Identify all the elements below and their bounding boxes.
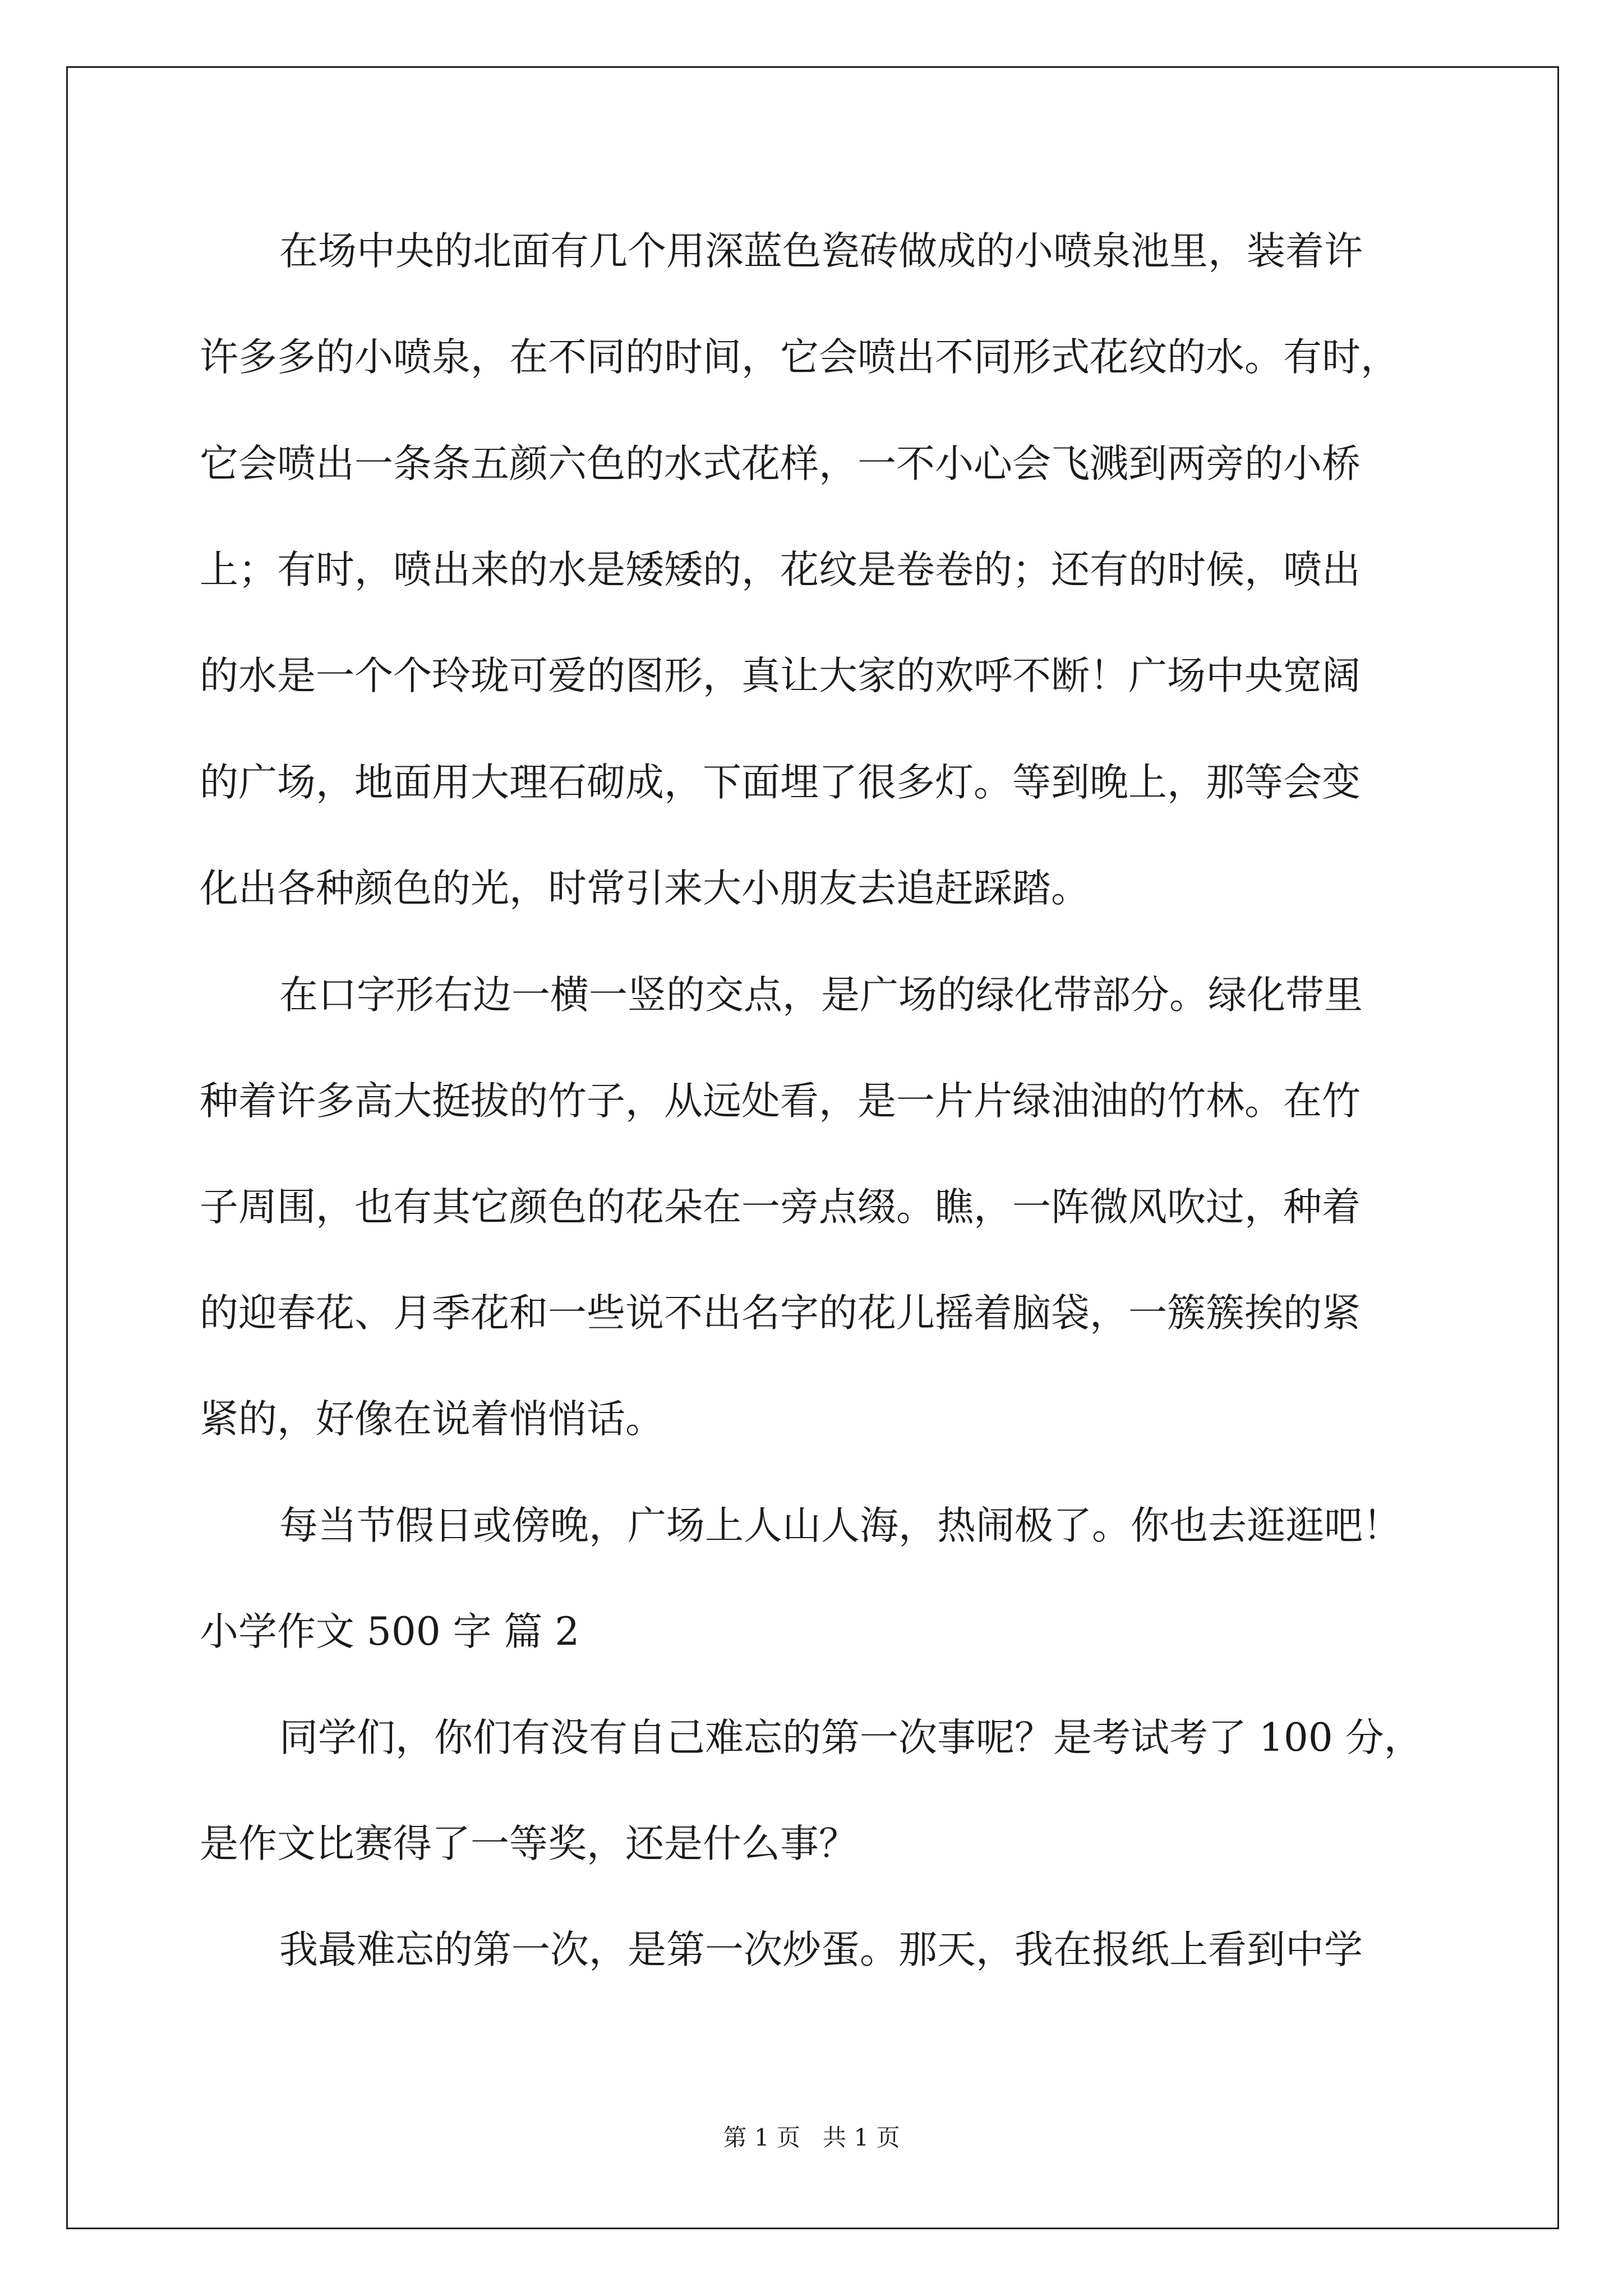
- paragraph-2-line-5: 紧的，好像在说着悄悄话。: [200, 1397, 664, 1442]
- paragraph-1-line-4: 上；有时，喷出来的水是矮矮的，花纹是卷卷的；还有的时候，喷出: [200, 547, 1361, 592]
- page-number-footer: 第 1 页 共 1 页: [723, 2124, 900, 2151]
- paragraph-2-line-1: 在口字形右边一横一竖的交点，是广场的绿化带部分。绿化带里: [279, 973, 1363, 1018]
- paragraph-1-line-5: 的水是一个个玲珑可爱的图形，真让大家的欢呼不断！广场中央宽阔: [200, 654, 1361, 698]
- paragraph-1-line-2: 许多多的小喷泉，在不同的时间，它会喷出不同形式花纹的水。有时，: [200, 335, 1399, 380]
- paragraph-1-line-3: 它会喷出一条条五颜六色的水式花样，一不小心会飞溅到两旁的小桥: [200, 441, 1361, 486]
- paragraph-5-line-1: 我最难忘的第一次，是第一次炒蛋。那天，我在报纸上看到中学: [279, 1927, 1363, 1972]
- paragraph-2-line-4: 的迎春花、月季花和一些说不出名字的花儿摇着脑袋，一簇簇挨的紧: [200, 1291, 1361, 1336]
- paragraph-1-line-1: 在场中央的北面有几个用深蓝色瓷砖做成的小喷泉池里，装着许: [279, 229, 1363, 274]
- paragraph-4-line-1: 同学们，你们有没有自己难忘的第一次事呢？是考试考了 100 分，: [279, 1715, 1423, 1760]
- paragraph-4-line-2: 是作文比赛得了一等奖，还是什么事？: [200, 1821, 857, 1866]
- section-heading: 小学作文 500 字 篇 2: [200, 1609, 580, 1654]
- paragraph-1-line-6: 的广场，地面用大理石砌成，下面埋了很多灯。等到晚上，那等会变: [200, 760, 1361, 805]
- paragraph-1-line-7: 化出各种颜色的光，时常引来大小朋友去追赶踩踏。: [200, 866, 1090, 911]
- paragraph-2-line-2: 种着许多高大挺拔的竹子，从远处看，是一片片绿油油的竹林。在竹: [200, 1079, 1361, 1124]
- paragraph-2-line-3: 子周围，也有其它颜色的花朵在一旁点缀。瞧，一阵微风吹过，种着: [200, 1185, 1361, 1230]
- paragraph-3: 每当节假日或傍晚，广场上人山人海，热闹极了。你也去逛逛吧！: [279, 1503, 1401, 1548]
- page-border: [66, 66, 1559, 2229]
